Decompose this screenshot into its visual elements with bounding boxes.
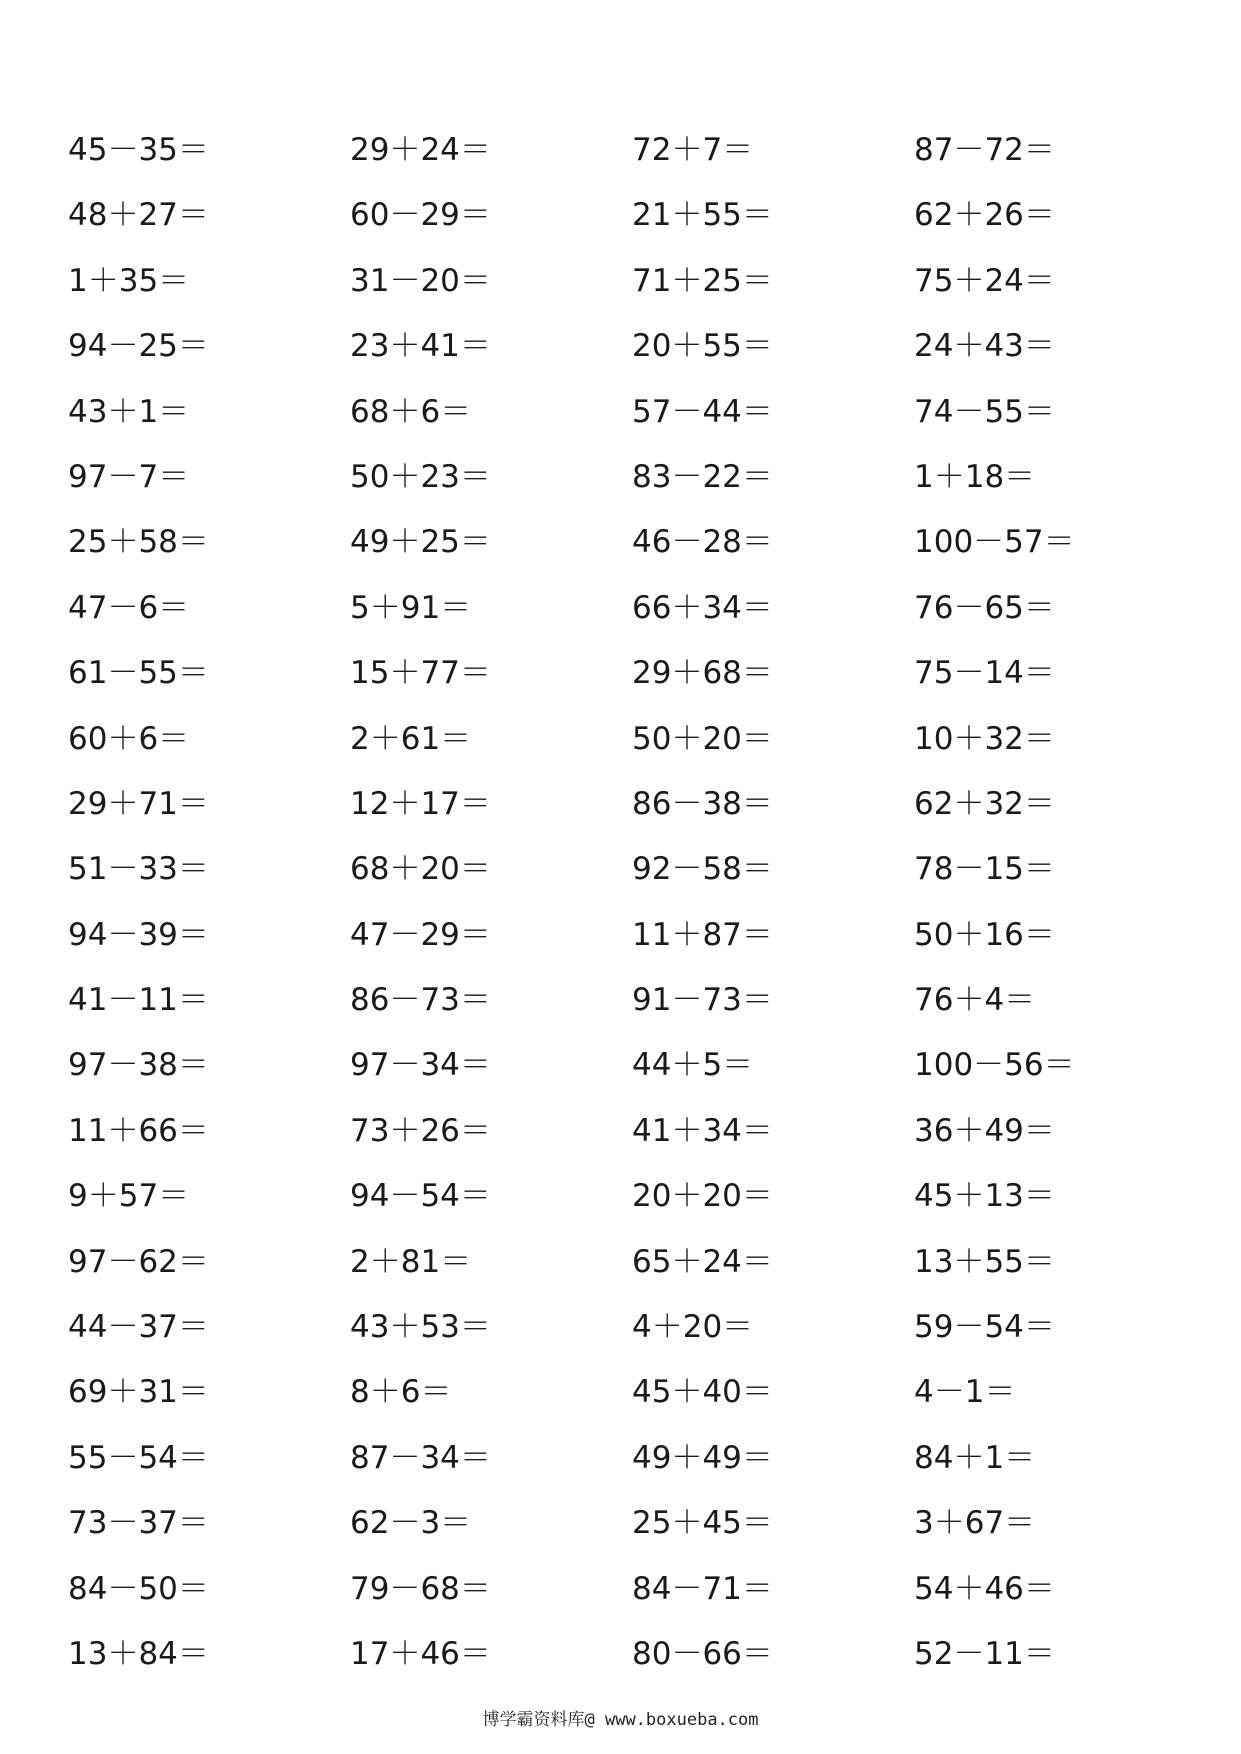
arithmetic-problem: 75＋24＝ <box>914 262 1055 299</box>
arithmetic-problem: 94－39＝ <box>68 916 209 953</box>
arithmetic-problem: 75－14＝ <box>914 655 1055 692</box>
arithmetic-problem: 13＋84＝ <box>68 1635 209 1672</box>
arithmetic-problem: 100－57＝ <box>914 524 1075 561</box>
arithmetic-problem: 91－73＝ <box>632 982 773 1019</box>
arithmetic-problem: 11＋66＝ <box>68 1112 209 1149</box>
arithmetic-problem: 87－34＝ <box>350 1439 491 1476</box>
footer-site-name: 博学霸资料库 <box>482 1710 585 1730</box>
arithmetic-problem: 60＋6＝ <box>68 720 190 757</box>
arithmetic-problem: 71＋25＝ <box>632 262 773 299</box>
arithmetic-problem: 84－50＝ <box>68 1570 209 1607</box>
arithmetic-problem: 100－56＝ <box>914 1047 1075 1084</box>
arithmetic-problem: 47－6＝ <box>68 589 190 626</box>
arithmetic-problem: 41＋34＝ <box>632 1112 773 1149</box>
arithmetic-problem: 44＋5＝ <box>632 1047 754 1084</box>
arithmetic-problem: 97－38＝ <box>68 1047 209 1084</box>
arithmetic-problem: 83－22＝ <box>632 458 773 495</box>
arithmetic-problem: 69＋31＝ <box>68 1374 209 1411</box>
arithmetic-problem: 51－33＝ <box>68 851 209 888</box>
arithmetic-problem: 21＋55＝ <box>632 197 773 234</box>
arithmetic-problem: 50＋23＝ <box>350 458 491 495</box>
arithmetic-problem: 52－11＝ <box>914 1635 1055 1672</box>
arithmetic-problem: 79－68＝ <box>350 1570 491 1607</box>
arithmetic-problem: 66＋34＝ <box>632 589 773 626</box>
arithmetic-problem: 73－37＝ <box>68 1505 209 1542</box>
arithmetic-problem: 50＋16＝ <box>914 916 1055 953</box>
arithmetic-problem: 86－38＝ <box>632 785 773 822</box>
arithmetic-problem-grid <box>68 118 1188 1687</box>
arithmetic-problem: 15＋77＝ <box>350 655 491 692</box>
arithmetic-problem: 97－62＝ <box>68 1243 209 1280</box>
arithmetic-problem: 46－28＝ <box>632 524 773 561</box>
arithmetic-problem: 97－34＝ <box>350 1047 491 1084</box>
arithmetic-problem: 2＋61＝ <box>350 720 472 757</box>
arithmetic-problem: 78－15＝ <box>914 851 1055 888</box>
arithmetic-problem: 12＋17＝ <box>350 785 491 822</box>
arithmetic-problem: 59－54＝ <box>914 1309 1055 1346</box>
arithmetic-problem: 29＋71＝ <box>68 785 209 822</box>
arithmetic-problem: 29＋24＝ <box>350 132 491 168</box>
arithmetic-problem: 73＋26＝ <box>350 1112 491 1149</box>
arithmetic-problem: 29＋68＝ <box>632 655 773 692</box>
arithmetic-problem: 45＋40＝ <box>632 1374 773 1411</box>
arithmetic-problem: 5＋91＝ <box>350 589 472 626</box>
arithmetic-problem: 84－71＝ <box>632 1570 773 1607</box>
arithmetic-problem: 72＋7＝ <box>632 132 754 168</box>
arithmetic-problem: 49＋25＝ <box>350 524 491 561</box>
arithmetic-problem: 62＋32＝ <box>914 785 1055 822</box>
arithmetic-problem: 43＋53＝ <box>350 1309 491 1346</box>
arithmetic-problem: 25＋58＝ <box>68 524 209 561</box>
arithmetic-problem: 76＋4＝ <box>914 982 1036 1019</box>
arithmetic-problem: 11＋87＝ <box>632 916 773 953</box>
arithmetic-problem: 49＋49＝ <box>632 1439 773 1476</box>
arithmetic-problem: 97－7＝ <box>68 458 190 495</box>
arithmetic-problem: 45－35＝ <box>68 132 209 168</box>
arithmetic-problem: 62＋26＝ <box>914 197 1055 234</box>
arithmetic-problem: 1＋35＝ <box>68 262 190 299</box>
arithmetic-problem: 68＋6＝ <box>350 393 472 430</box>
arithmetic-problem: 20＋20＝ <box>632 1178 773 1215</box>
arithmetic-problem: 47－29＝ <box>350 916 491 953</box>
arithmetic-problem: 61－55＝ <box>68 655 209 692</box>
arithmetic-problem: 45＋13＝ <box>914 1178 1055 1215</box>
arithmetic-problem: 80－66＝ <box>632 1635 773 1672</box>
page-footer <box>0 1708 1241 1732</box>
arithmetic-problem: 17＋46＝ <box>350 1635 491 1672</box>
arithmetic-problem: 31－20＝ <box>350 262 491 299</box>
arithmetic-problem: 20＋55＝ <box>632 328 773 365</box>
arithmetic-problem: 76－65＝ <box>914 589 1055 626</box>
footer-url: @ www.boxueba.com <box>584 1710 759 1730</box>
arithmetic-problem: 68＋20＝ <box>350 851 491 888</box>
arithmetic-problem: 43＋1＝ <box>68 393 190 430</box>
arithmetic-problem: 13＋55＝ <box>914 1243 1055 1280</box>
arithmetic-problem: 50＋20＝ <box>632 720 773 757</box>
arithmetic-problem: 84＋1＝ <box>914 1439 1036 1476</box>
arithmetic-problem: 94－54＝ <box>350 1178 491 1215</box>
arithmetic-problem: 9＋57＝ <box>68 1178 190 1215</box>
arithmetic-problem: 23＋41＝ <box>350 328 491 365</box>
arithmetic-problem: 10＋32＝ <box>914 720 1055 757</box>
arithmetic-problem: 8＋6＝ <box>350 1374 452 1411</box>
arithmetic-problem: 36＋49＝ <box>914 1112 1055 1149</box>
arithmetic-problem: 3＋67＝ <box>914 1505 1036 1542</box>
arithmetic-problem: 65＋24＝ <box>632 1243 773 1280</box>
arithmetic-problem: 2＋81＝ <box>350 1243 472 1280</box>
arithmetic-problem: 54＋46＝ <box>914 1570 1055 1607</box>
arithmetic-problem: 25＋45＝ <box>632 1505 773 1542</box>
arithmetic-problem: 55－54＝ <box>68 1439 209 1476</box>
arithmetic-problem: 94－25＝ <box>68 328 209 365</box>
arithmetic-problem: 57－44＝ <box>632 393 773 430</box>
arithmetic-problem: 74－55＝ <box>914 393 1055 430</box>
arithmetic-problem: 86－73＝ <box>350 982 491 1019</box>
arithmetic-problem: 60－29＝ <box>350 197 491 234</box>
arithmetic-problem: 24＋43＝ <box>914 328 1055 365</box>
arithmetic-problem: 4＋20＝ <box>632 1309 754 1346</box>
arithmetic-problem: 48＋27＝ <box>68 197 209 234</box>
arithmetic-problem: 41－11＝ <box>68 982 209 1019</box>
arithmetic-problem: 87－72＝ <box>914 132 1055 168</box>
arithmetic-problem: 62－3＝ <box>350 1505 472 1542</box>
arithmetic-problem: 92－58＝ <box>632 851 773 888</box>
arithmetic-problem: 44－37＝ <box>68 1309 209 1346</box>
arithmetic-problem: 4－1＝ <box>914 1374 1016 1411</box>
arithmetic-problem: 1＋18＝ <box>914 458 1036 495</box>
